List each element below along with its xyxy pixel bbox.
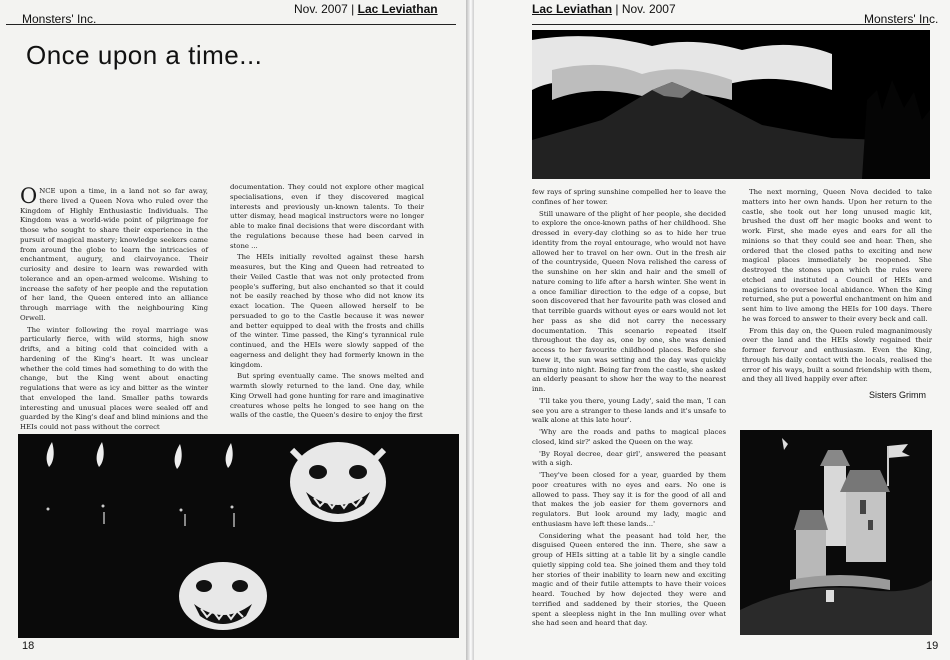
- issue-title: Lac Leviathan: [357, 2, 438, 16]
- page-title: Once upon a time...: [26, 40, 263, 70]
- issue-date: Nov. 2007: [294, 2, 348, 16]
- paragraph: The next morning, Queen Nova decided to take matters into her own hands. Upon her return to the castle, she took out her long unused magic kit, brushed the dust off her magic books and went to work. First, she made eyes and ears for all the minions so that they could see and hear. Then, she ordered that the closed paths to exciting and new magical places immediately be reopened. She destroyed the stones upon which the rules were etched and instituted a Council of HEIs and magicians to oversee local abidance. When the King returned, she put a powerful enchantment on him and sent him to live among the HEIs for 100 days. There he was forced to answer to their every beck and call.: [742, 188, 932, 323]
- mountain-photo: [532, 30, 930, 179]
- paragraph: The HEIs initially revolted against these harsh measures, but the King and Queen had retreated to their Veiled Castle that was not only protected from people's suffering, but also enchanted so that it could not be easily reached by those who did not know its exact location. The Queen allowed herself to be persuaded to go to the Castle because it was newer and better equipped to deal with the frosts and chills of the winter. Time passed, the King's tyrannical rule continued, and the HEIs were slowly sapped of the eagerness and delight they had formerly known in the kingdom.: [230, 253, 424, 369]
- castle-art: [740, 430, 932, 635]
- paragraph: documentation. They could not explore other magical specialisations, even if they discovered magical interests and previously un-known talents. To their utter dismay, head magical instructors were no longer able to make final decisions that were discordant with the regulations because these had been carved in stone ...: [230, 183, 424, 250]
- guardians-illustration: [18, 434, 459, 638]
- paragraph: 'Why are the roads and paths to magical places closed, kind sir?' asked the Queen on the way.: [532, 428, 726, 446]
- drop-cap: O: [20, 184, 38, 208]
- magazine-name: Monsters' Inc.: [864, 12, 939, 26]
- issue-title: Lac Leviathan: [532, 2, 613, 16]
- paragraph: From this day on, the Queen ruled magnanimously over the land and the HEIs slowly regained their former fervour and enthusiasm. Even the King, through his daily contact with the locals, realised the error of his ways, built a sound friendship with them, and they all lived happily ever after.: [742, 326, 932, 384]
- paragraph: 'By Royal decree, dear girl', answered the peasant with a sigh.: [532, 449, 726, 468]
- paragraph: Still unaware of the plight of her people, she decided to explore the once-known paths of her childhood. She dressed in every-day clothing so as to hide her true identity from the royal entourage, who would not have allowed her to travel on her own. Out in the fresh air of the countryside, Queen Nova relished the caress of the sunshine on her skin and hair and the smell of nature coming to life after a harsh winter. She went in a once familiar direction to the edge of a copse, but soon discovered that her favourite path was closed and that terrible guards without eyes or ears would not let her pass as she did not carry the necessary documentation. This scenario repeated itself throughout the day as, one by one, she was denied access to her favourite childhood places. Before she knew it, the sun was setting and the day was quickly turning into night. Being far from the castle, she asked an elderly peasant to show her the way to the nearest inn.: [532, 209, 726, 393]
- paragraph: Considering what the peasant had told her, the disguised Queen entered the inn. There, she saw a group of HEIs sitting at a table lit by a single candle quietly sipping cold tea. She joined them and they told her stories of their inability to learn new and exciting magic and of their futile attempts to have their voices heard. Touched by how dejected they were and terrified and saddened by their stories, the Queen spent a sleepless night in the Inn mulling over what she had seen and heard that day.: [532, 531, 726, 628]
- right-column-2: [742, 188, 932, 384]
- left-page: [0, 0, 468, 660]
- page-number: 18: [22, 640, 35, 652]
- mountain-art: [532, 30, 930, 179]
- right-column-1: [532, 188, 726, 643]
- mask-face-icon: [179, 562, 267, 630]
- issue-label: Nov. 2007 | Lac Leviathan: [294, 2, 438, 16]
- paragraph: The winter following the royal marriage was particularly fierce, with wild storms, high snow drifts, and a biting cold that coincided with a hardening of the King's heart. It was unclear whether the cold times had something to do with the change, but the King went about enacting regulations that were as icy and bitter as the winter that enveloped the land. Smaller paths towards interesting and unusual places were sealed off and guarded by the King's deaf and blind minions and the HEIs could not pass without the correct: [20, 325, 208, 431]
- author-signature: Sisters Grimm: [869, 390, 926, 400]
- paragraph: 'They've been closed for a year, guarded by them poor creatures with no eyes and ears. No one is allowed to pass. They say it is for the good of all and that makes the job easier for them governors and regulators. But look around my lady, magic and enthusiasm have left these lands...': [532, 471, 726, 528]
- issue-date: Nov. 2007: [621, 2, 676, 16]
- page-number: 19: [926, 640, 939, 652]
- paragraph: 'I'll take you there, young Lady', said the man, 'I can see you are a stranger to these lands and it's unsafe to walk alone at this late hour'.: [532, 396, 726, 425]
- paragraph: ONCE upon a time, in a land not so far away, there lived a Queen Nova who ruled over the Kingdom of Highly Enthusiastic Individuals. The Kingdom was a world-wide point of pilgrimage for those who sought to share their experience in the pursuit of magical mastery; knowledge seekers came from around the globe to learn the intricacies of enchantment, augury, and clairvoyance. Their curiosity and desire to learn was rewarded with tolerance and an open-armed welcome. Wishing to increase the safety of her people and the reputation of her land, the Queen entered into an alliance through marriage with the neighbouring King Orwell.: [20, 184, 208, 322]
- paragraph: But spring eventually came. The snows melted and warmth slowly returned to the land. One day, while King Orwell had gone hunting for rare and imaginative creatures whose pelts he longed to see hang on the walls of the castle, the Queen's desire to enjoy the first: [230, 372, 424, 420]
- left-column-1: [20, 184, 208, 431]
- castle-illustration: [740, 430, 932, 635]
- left-column-2: [230, 183, 424, 427]
- paragraph: few rays of spring sunshine compelled her to leave the confines of her tower.: [532, 188, 726, 206]
- guardians-art: [18, 434, 459, 638]
- right-page: [474, 0, 950, 660]
- magazine-name: Monsters' Inc.: [22, 12, 97, 26]
- mask-face-icon: [290, 442, 386, 522]
- issue-label: Lac Leviathan | Nov. 2007: [532, 2, 676, 16]
